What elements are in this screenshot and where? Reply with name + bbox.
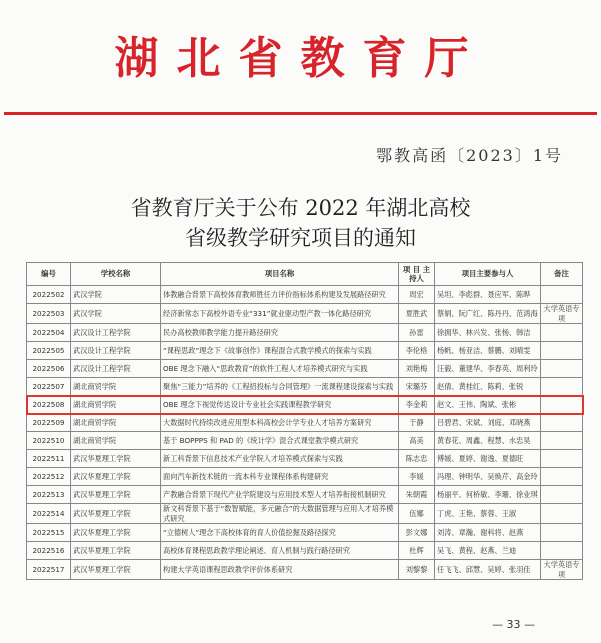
col-header-note: 备注 bbox=[541, 263, 583, 286]
cell-no: 2022506 bbox=[27, 360, 71, 378]
cell-school: 湖北商贸学院 bbox=[71, 378, 161, 396]
cell-name: 大数据时代持续改进应用型本科高校会计学专业人才培养方案研究 bbox=[161, 414, 399, 432]
cell-members: 赵文、王伟、陶斌、张彬 bbox=[435, 396, 541, 414]
project-table bbox=[26, 262, 583, 580]
cell-name: “课程思政”理念下《故事创作》课程混合式教学模式的探索与实践 bbox=[161, 342, 399, 360]
cell-note bbox=[541, 542, 583, 560]
cell-name: 新文科背景下基于“数智赋能，多元融合”的大数据管理与应用人才培养模式研究 bbox=[161, 504, 399, 524]
table-row-highlighted bbox=[27, 396, 583, 414]
cell-note bbox=[541, 360, 583, 378]
cell-name: 高校体育课程思政教学理论阐述、育人机制与践行路径研究 bbox=[161, 542, 399, 560]
col-header-members: 项目主要参与人 bbox=[435, 263, 541, 286]
cell-host: 周宏 bbox=[399, 286, 435, 304]
cell-host: 孙雷 bbox=[399, 324, 435, 342]
cell-host: 李伦格 bbox=[399, 342, 435, 360]
cell-host: 彭文娜 bbox=[399, 524, 435, 542]
document-title-line2: 省级教学研究项目的通知 bbox=[185, 226, 416, 250]
table-row bbox=[27, 414, 583, 432]
cell-school: 武汉设计工程学院 bbox=[71, 324, 161, 342]
cell-note bbox=[541, 486, 583, 504]
cell-members: 汪毅、董建华、李春英、周利玲 bbox=[435, 360, 541, 378]
cell-host: 朱朝霞 bbox=[399, 486, 435, 504]
cell-members: 丁虎、王艳、蔡蓉、王淑 bbox=[435, 504, 541, 524]
cell-members: 傅媛、夏婷、谢逸、夏德旺 bbox=[435, 450, 541, 468]
cell-no: 2022504 bbox=[27, 324, 71, 342]
cell-members: 杨帆、杨亚洁、蔡鹏、刘晴雯 bbox=[435, 342, 541, 360]
cell-no: 2022503 bbox=[27, 304, 71, 324]
cell-host: 陈志忠 bbox=[399, 450, 435, 468]
cell-note bbox=[541, 396, 583, 414]
table-row bbox=[27, 450, 583, 468]
table-row bbox=[27, 304, 583, 324]
cell-note: 大学英语专项 bbox=[541, 560, 583, 580]
cell-school: 湖北商贸学院 bbox=[71, 414, 161, 432]
cell-members: 吕碧君、宋斌、刘庭、邓晓燕 bbox=[435, 414, 541, 432]
cell-name: 基于 BOPPPS 和 PAD 的《统计学》混合式课堂教学模式研究 bbox=[161, 432, 399, 450]
cell-name: 面向汽车新技术链的一流本科专业课程体系构建研究 bbox=[161, 468, 399, 486]
cell-name: 体教融合背景下高校体育教师胜任力评价指标体系构建及发展路径研究 bbox=[161, 286, 399, 304]
cell-school: 武汉学院 bbox=[71, 304, 161, 324]
cell-school: 武汉华夏理工学院 bbox=[71, 560, 161, 580]
page-number: — 33 — bbox=[492, 618, 535, 631]
cell-note bbox=[541, 342, 583, 360]
cell-school: 武汉华夏理工学院 bbox=[71, 524, 161, 542]
cell-name: “立德树人”理念下高校体育的育人价值挖掘及路径探究 bbox=[161, 524, 399, 542]
table-row bbox=[27, 560, 583, 580]
cell-host: 夏胜武 bbox=[399, 304, 435, 324]
cell-no: 2022515 bbox=[27, 524, 71, 542]
cell-school: 武汉华夏理工学院 bbox=[71, 542, 161, 560]
cell-no: 2022502 bbox=[27, 286, 71, 304]
table-row bbox=[27, 524, 583, 542]
cell-members: 吴飞、黄程、赵燕、兰迪 bbox=[435, 542, 541, 560]
cell-no: 2022514 bbox=[27, 504, 71, 524]
cell-school: 武汉设计工程学院 bbox=[71, 342, 161, 360]
cell-host: 宋璐芬 bbox=[399, 378, 435, 396]
cell-school: 武汉华夏理工学院 bbox=[71, 450, 161, 468]
cell-no: 2022508 bbox=[27, 396, 71, 414]
cell-note bbox=[541, 504, 583, 524]
cell-host: 于静 bbox=[399, 414, 435, 432]
cell-note bbox=[541, 414, 583, 432]
cell-school: 武汉学院 bbox=[71, 286, 161, 304]
cell-name: 民办高校教师教学能力提升路径研究 bbox=[161, 324, 399, 342]
table-header-row bbox=[27, 263, 583, 286]
table-row bbox=[27, 468, 583, 486]
cell-note bbox=[541, 432, 583, 450]
cell-host: 李媛 bbox=[399, 468, 435, 486]
cell-no: 2022512 bbox=[27, 468, 71, 486]
cell-members: 黄春花、周鑫、程慧、水忠昊 bbox=[435, 432, 541, 450]
cell-no: 2022509 bbox=[27, 414, 71, 432]
cell-school: 武汉设计工程学院 bbox=[71, 360, 161, 378]
cell-name: 聚焦“三能力”培养的《工程招投标与合同管理》一流课程建设探索与实践 bbox=[161, 378, 399, 396]
document-number: 鄂教高函〔2023〕1号 bbox=[376, 146, 563, 165]
cell-host: 刘艳梅 bbox=[399, 360, 435, 378]
col-header-no: 编号 bbox=[27, 263, 71, 286]
cell-school: 武汉华夏理工学院 bbox=[71, 468, 161, 486]
cell-no: 2022517 bbox=[27, 560, 71, 580]
table-row bbox=[27, 286, 583, 304]
cell-host: 刘黎黎 bbox=[399, 560, 435, 580]
cell-note bbox=[541, 450, 583, 468]
cell-note bbox=[541, 324, 583, 342]
col-header-host: 项 目 主持人 bbox=[399, 263, 435, 286]
cell-name: 新工科背景下信息技术产业学院人才培养模式探索与实践 bbox=[161, 450, 399, 468]
cell-members: 冯理、钟明华、吴焕芹、高金玲 bbox=[435, 468, 541, 486]
cell-school: 湖北商贸学院 bbox=[71, 432, 161, 450]
cell-school: 武汉华夏理工学院 bbox=[71, 504, 161, 524]
col-header-name: 项目名称 bbox=[161, 263, 399, 286]
cell-members: 赵倩、黄桂红、陈莉、张锐 bbox=[435, 378, 541, 396]
cell-no: 2022513 bbox=[27, 486, 71, 504]
table-row bbox=[27, 504, 583, 524]
table-row bbox=[27, 486, 583, 504]
table-row bbox=[27, 324, 583, 342]
cell-members: 吴坦、李彪群、聂应军、陈晔 bbox=[435, 286, 541, 304]
cell-school: 武汉华夏理工学院 bbox=[71, 486, 161, 504]
cell-note bbox=[541, 468, 583, 486]
cell-note bbox=[541, 286, 583, 304]
cell-name: 产教融合背景下现代产业学院建设与应用技术型人才培养衔接机制研究 bbox=[161, 486, 399, 504]
cell-no: 2022511 bbox=[27, 450, 71, 468]
cell-host: 杜辉 bbox=[399, 542, 435, 560]
cell-host: 高美 bbox=[399, 432, 435, 450]
document-title-line1: 省教育厅关于公布 2022 年湖北高校 bbox=[130, 196, 471, 220]
cell-school: 湖北商贸学院 bbox=[71, 396, 161, 414]
cell-no: 2022507 bbox=[27, 378, 71, 396]
col-header-school: 学校名称 bbox=[71, 263, 161, 286]
cell-members: 徐拥华、林兴发、张杨、韩洁 bbox=[435, 324, 541, 342]
cell-no: 2022505 bbox=[27, 342, 71, 360]
cell-members: 刘涛、章瀚、谢科将、赵燕 bbox=[435, 524, 541, 542]
cell-name: OBE 理念下融入“思政教育”的软件工程人才培养模式研究与实践 bbox=[161, 360, 399, 378]
cell-name: OBE 理念下视觉传达设计专业社会实践课程教学研究 bbox=[161, 396, 399, 414]
cell-host: 伍娜 bbox=[399, 504, 435, 524]
issuer-header: 湖北省教育厅 bbox=[114, 33, 487, 84]
cell-host: 李金莉 bbox=[399, 396, 435, 414]
cell-no: 2022510 bbox=[27, 432, 71, 450]
cell-members: 杨丽平、何桥敏、李珊、徐业琪 bbox=[435, 486, 541, 504]
cell-name: 构建大学英语课程思政教学评价体系研究 bbox=[161, 560, 399, 580]
table-row bbox=[27, 360, 583, 378]
cell-name: 经济新常态下高校外语专业“331”就业驱动型产教一体化路径研究 bbox=[161, 304, 399, 324]
table-row bbox=[27, 378, 583, 396]
table-row bbox=[27, 342, 583, 360]
cell-members: 蔡娟、阮广红、陈丹丹、范鸿海 bbox=[435, 304, 541, 324]
table-row bbox=[27, 432, 583, 450]
cell-members: 任飞飞、邱慧、吴婷、张羽佳 bbox=[435, 560, 541, 580]
red-divider bbox=[4, 112, 597, 115]
cell-note bbox=[541, 524, 583, 542]
cell-note: 大学英语专项 bbox=[541, 304, 583, 324]
cell-note bbox=[541, 378, 583, 396]
cell-no: 2022516 bbox=[27, 542, 71, 560]
table-row bbox=[27, 542, 583, 560]
